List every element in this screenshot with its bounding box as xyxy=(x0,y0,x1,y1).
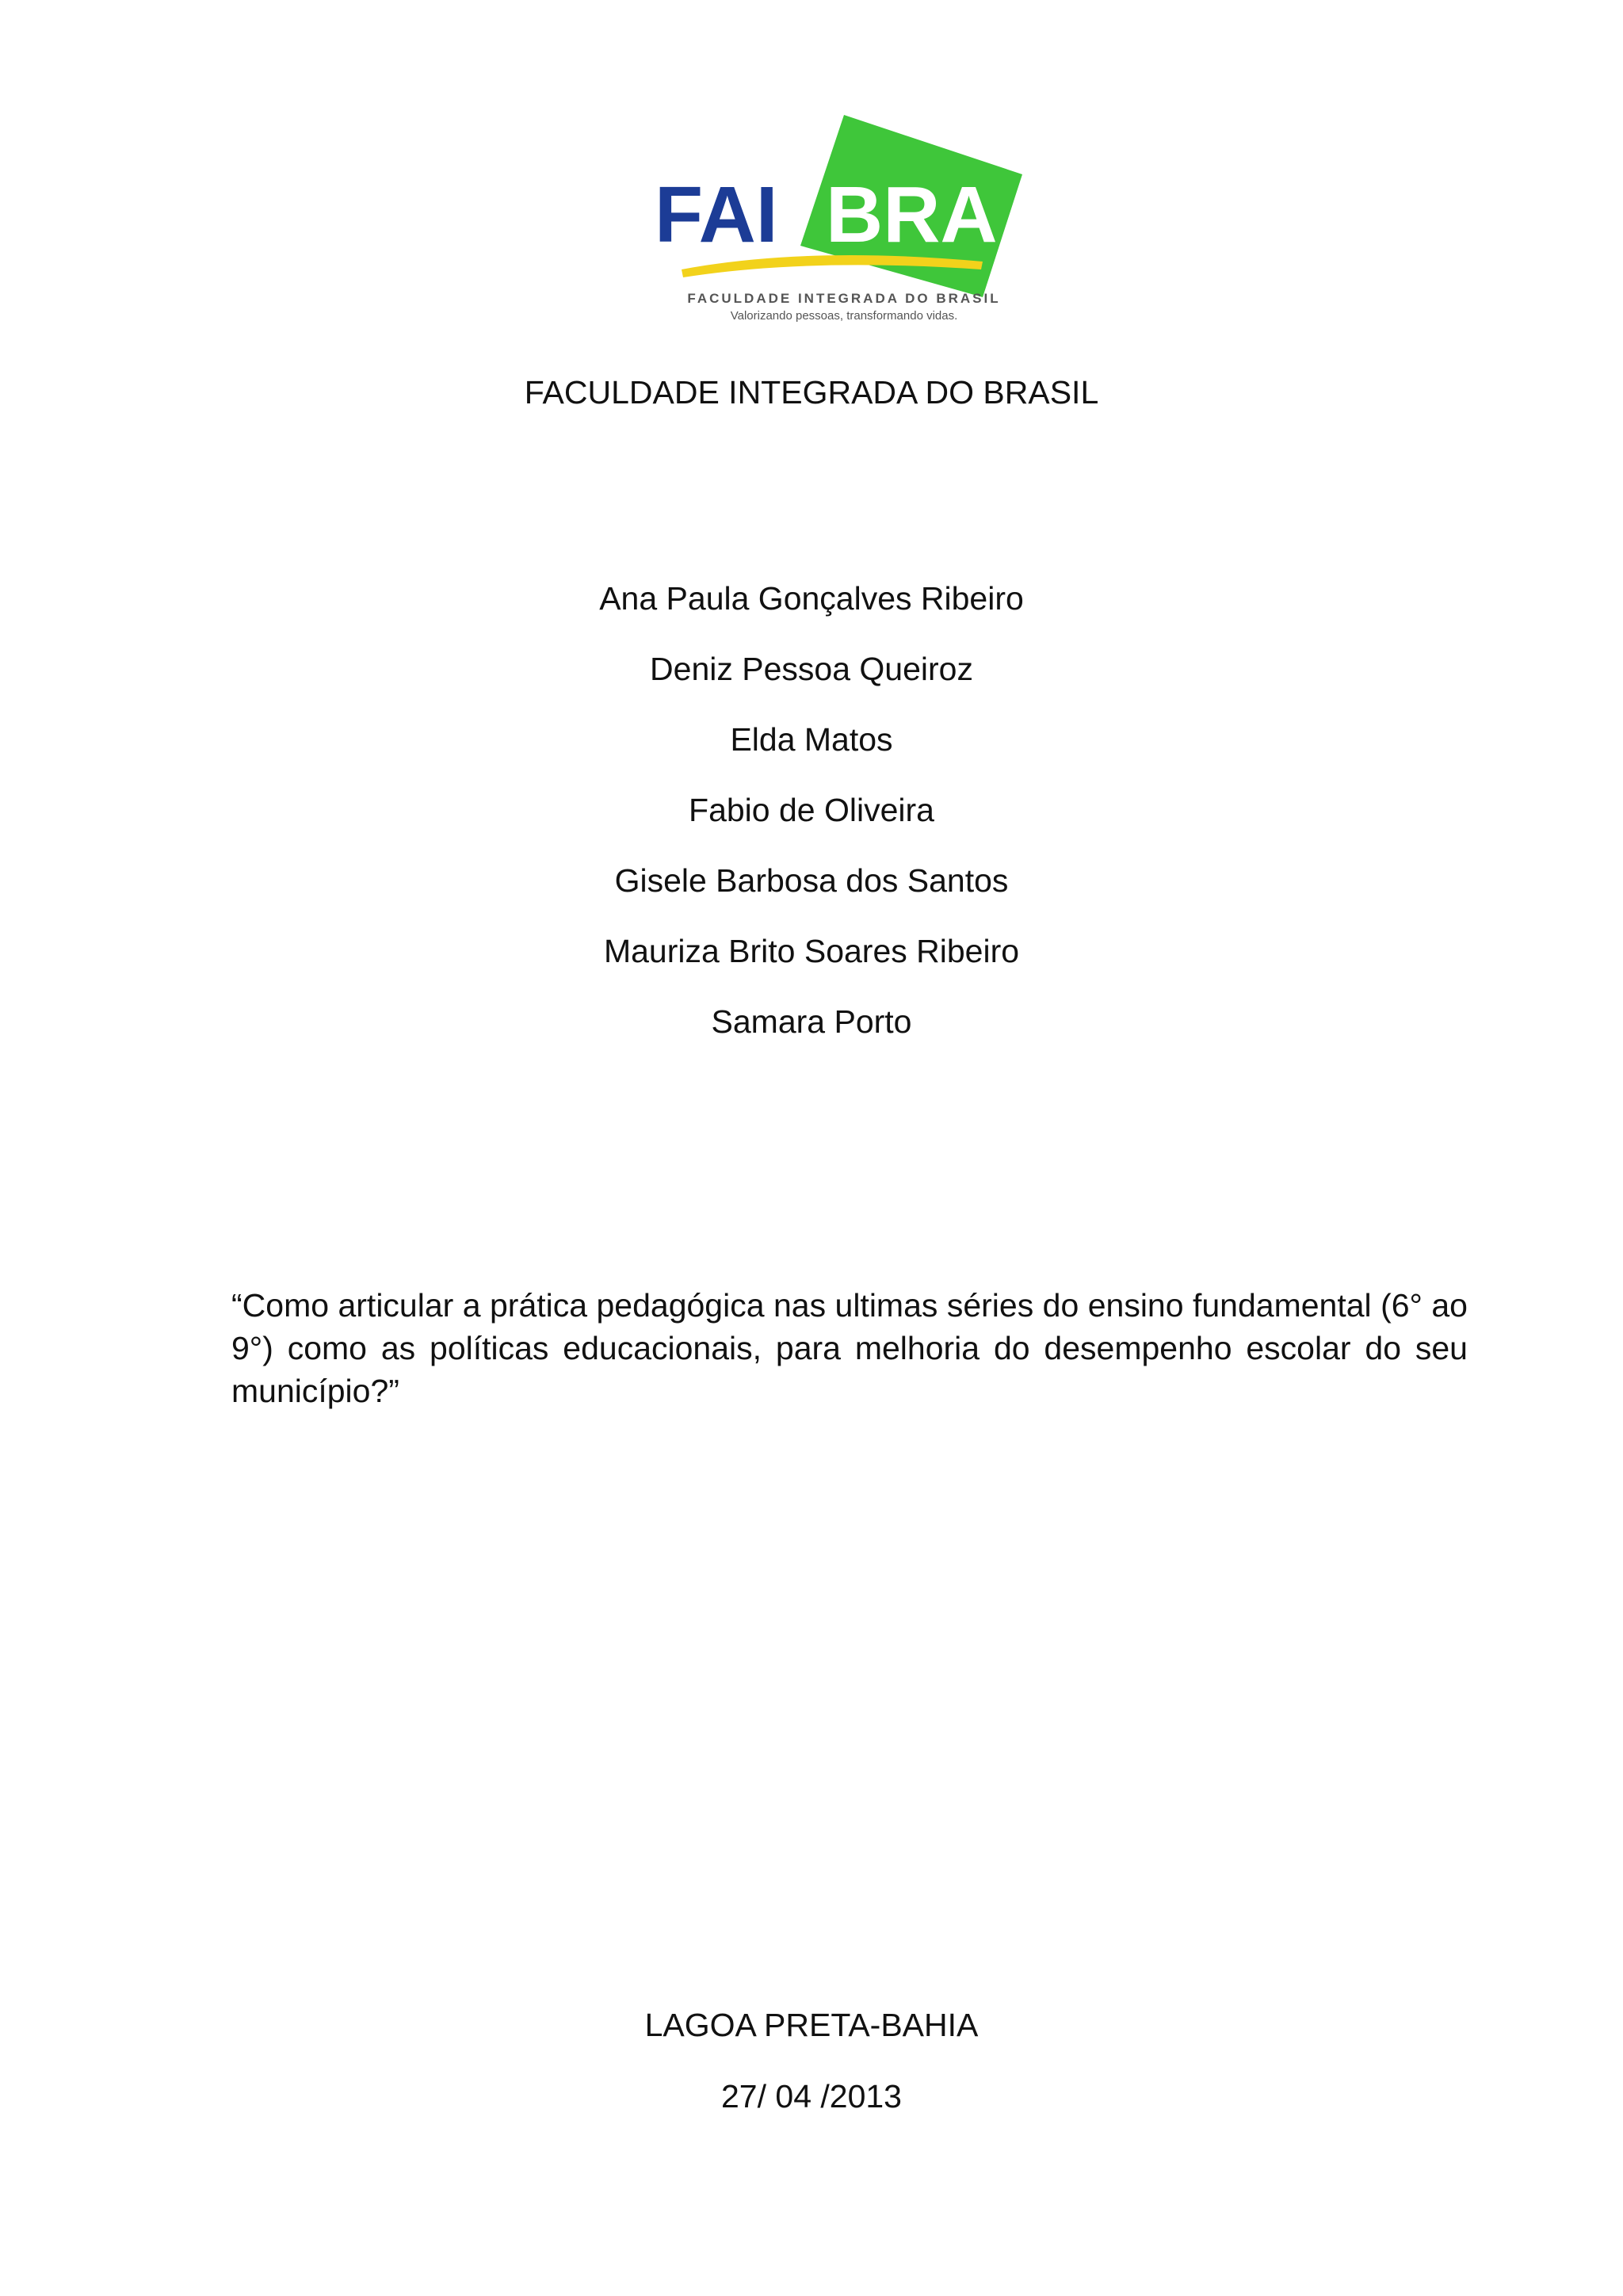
author-name: Samara Porto xyxy=(711,1003,912,1040)
date: 27/ 04 /2013 xyxy=(721,2078,902,2115)
logo-full-name: FACULDADE INTEGRADA DO BRASIL xyxy=(687,291,1001,306)
faibra-logo xyxy=(650,115,1038,345)
author-name: Mauriza Brito Soares Ribeiro xyxy=(603,933,1020,969)
logo-slogan: Valorizando pessoas, transformando vidas. xyxy=(730,309,958,323)
author-name: Fabio de Oliveira xyxy=(689,792,934,828)
location: LAGOA PRETA-BAHIA xyxy=(644,2007,979,2043)
author-name: Ana Paula Gonçalves Ribeiro xyxy=(599,580,1024,617)
author-name: Deniz Pessoa Queiroz xyxy=(650,651,973,687)
authors-list xyxy=(0,579,1623,1072)
author-name: Elda Matos xyxy=(730,721,893,758)
institution-name: FACULDADE INTEGRADA DO BRASIL xyxy=(524,374,1099,411)
logo-wordmark-left: FAI xyxy=(655,170,778,259)
logo-wordmark-right: BRA xyxy=(826,170,998,259)
research-question: “Como articular a prática pedagógica nas ultimas séries do ensino fundamental (6° ao 9°) como as políticas educacionais, para melhoria do desempenho escolar do seu município?” xyxy=(231,1287,1468,1409)
author-name: Gisele Barbosa dos Santos xyxy=(614,862,1009,899)
